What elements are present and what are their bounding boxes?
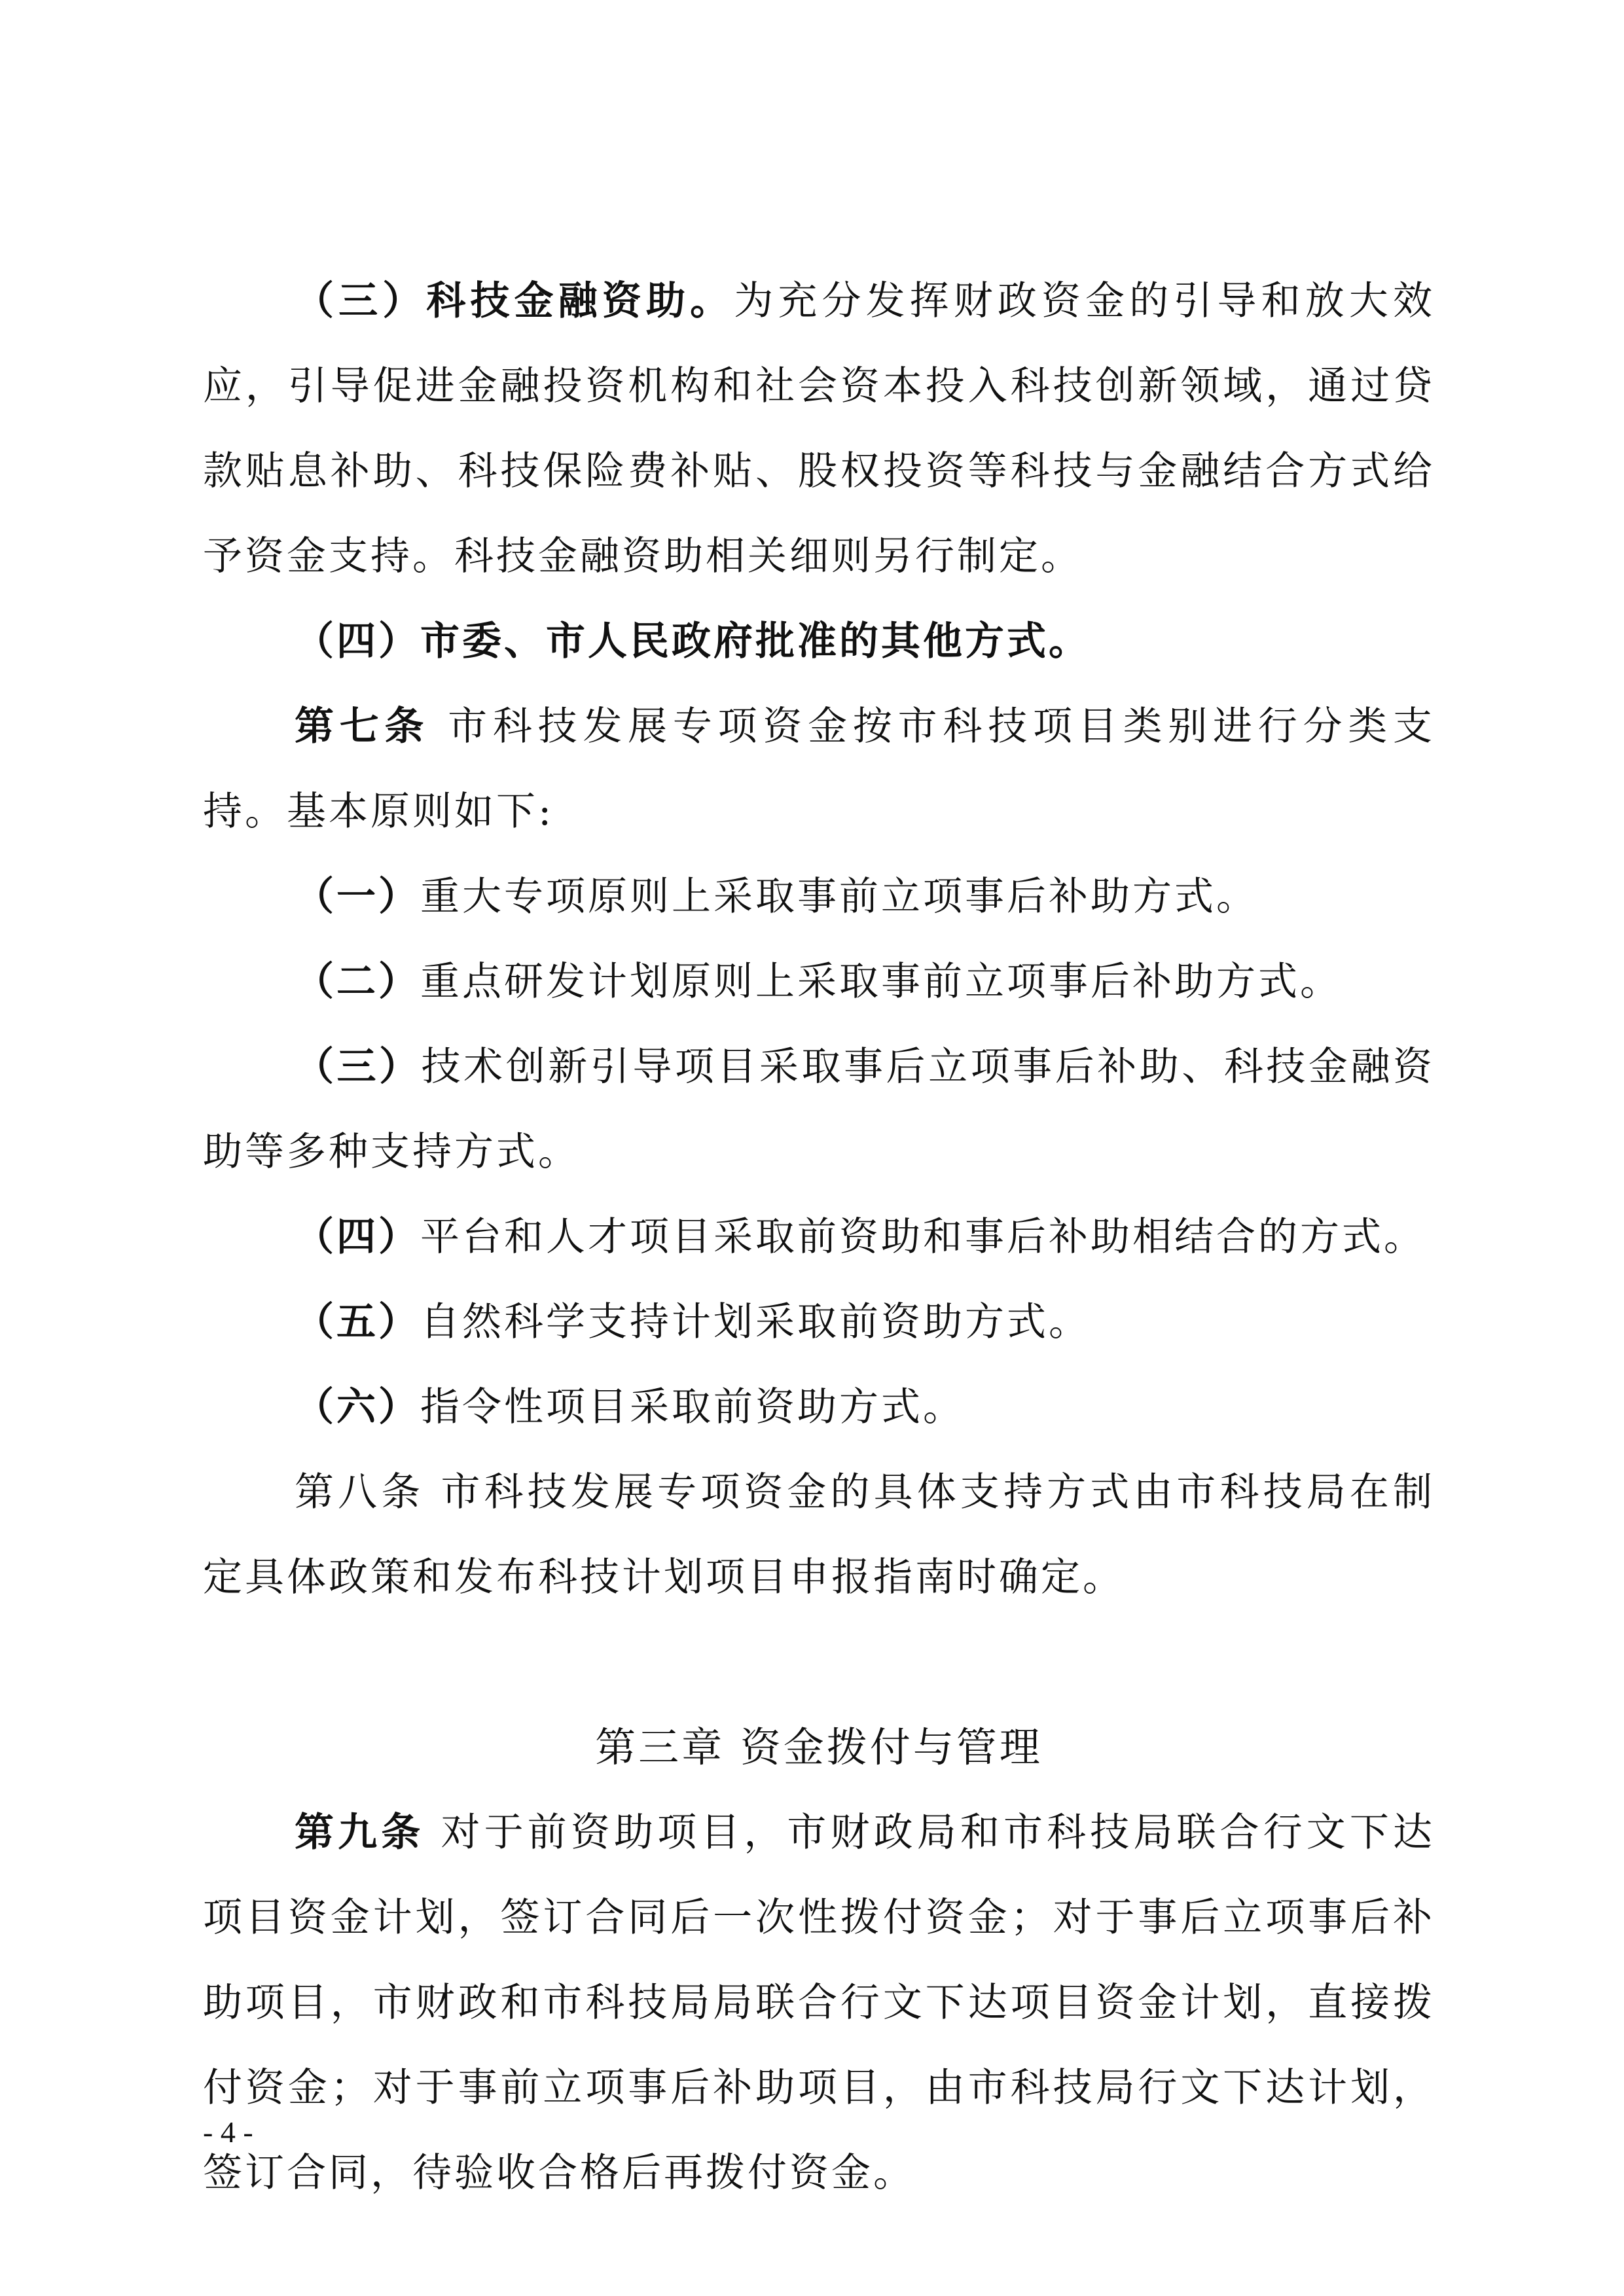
heading-item-5: （五） [295, 1299, 420, 1345]
heading-tech-finance: （三）科技金融资助。 [295, 278, 734, 324]
heading-article-7: 第七条 [295, 704, 430, 749]
paragraph-item-3 [203, 1024, 1435, 1194]
paragraph-item-6 [203, 1365, 1435, 1450]
paragraph-item-2 [203, 939, 1435, 1024]
heading-item-4: （四） [295, 1214, 420, 1260]
heading-item-3: （三） [295, 1044, 422, 1090]
chapter-title: 第三章 资金拨付与管理 [595, 1723, 1043, 1771]
text-tech-finance: 为充分发挥财政资金的引导和放大效应，引导促进金融投资机构和社会资本投入科技创新领域，通过贷款贴息补助、科技保险费补贴、股权投资等科技与金融结合方式给予资金支持。科技金融资助相关细则另行制定。 [203, 278, 1435, 579]
paragraph-article-8 [203, 1450, 1435, 1620]
text-item-3: 技术创新引导项目采取事后立项事后补助、科技金融资助等多种支持方式。 [203, 1044, 1435, 1175]
document-body [203, 259, 1435, 2215]
text-article-8: 第八条 市科技发展专项资金的具体支持方式由市科技局在制定具体政策和发布科技计划项目申报指南时确定。 [203, 1469, 1435, 1600]
text-item-1: 重大专项原则上采取事前立项事后补助方式。 [420, 874, 1258, 920]
text-article-9: 对于前资助项目，市财政局和市科技局联合行文下达项目资金计划，签订合同后一次性拨付资金；对于事后立项事后补助项目，市财政和市科技局局联合行文下达项目资金计划，直接拨付资金；对于事前立项事后补助项目，由市科技局行文下达计划，签订合同，待验收合格后再拨付资金。 [203, 1810, 1435, 2196]
heading-item-2: （二） [295, 959, 420, 1005]
paragraph-article-7 [203, 684, 1435, 854]
paragraph-item-4 [203, 1194, 1435, 1280]
paragraph-article-9 [203, 1790, 1435, 2215]
paragraph-item-5 [203, 1280, 1435, 1365]
text-item-2: 重点研发计划原则上采取事前立项事后补助方式。 [420, 959, 1342, 1005]
page-number: - 4 - [203, 2115, 253, 2149]
heading-article-9: 第九条 [295, 1810, 425, 1856]
paragraph-item-1 [203, 854, 1435, 939]
section-spacer [203, 1620, 1435, 1705]
text-item-6: 指令性项目采取前资助方式。 [420, 1384, 965, 1430]
text-article-7: 市科技发展专项资金按市科技项目类别进行分类支持。基本原则如下: [203, 704, 1435, 834]
paragraph-tech-finance [203, 259, 1435, 599]
heading-item-6: （六） [295, 1384, 420, 1430]
text-item-4: 平台和人才项目采取前资助和事后补助相结合的方式。 [420, 1214, 1426, 1260]
heading-item-1: （一） [295, 874, 420, 920]
heading-other-methods: （四）市委、市人民政府批准的其他方式。 [295, 619, 1091, 664]
paragraph-other-methods [203, 599, 1435, 684]
text-item-5: 自然科学支持计划采取前资助方式。 [420, 1299, 1091, 1345]
